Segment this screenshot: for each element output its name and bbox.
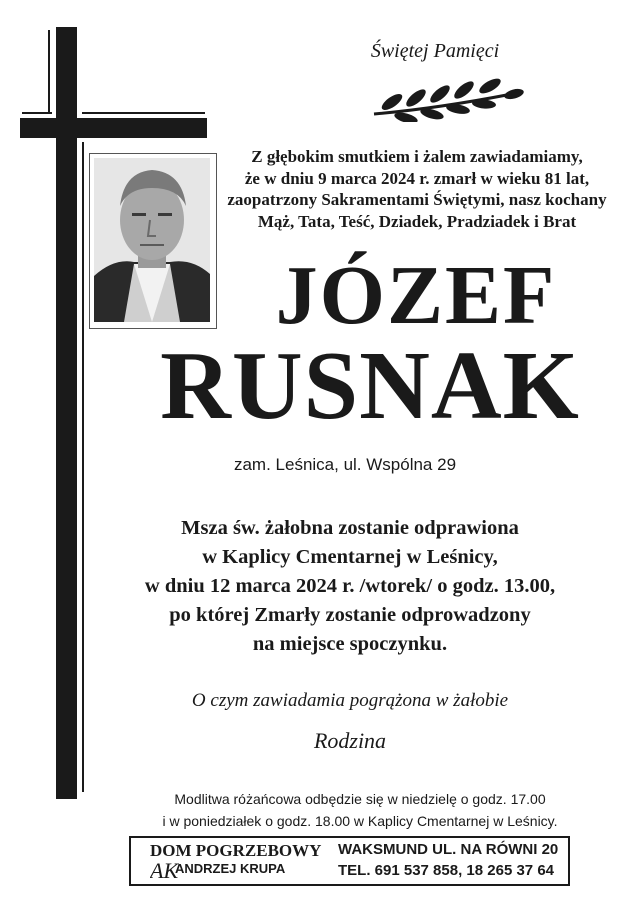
cross-horizontal-beam [20, 118, 207, 138]
olive-branch-icon [372, 78, 528, 122]
mass-line: na miejsce spoczynku. [252, 633, 448, 655]
funeral-home-name: DOM POGRZEBOWY [150, 841, 322, 860]
mass-line: w Kaplicy Cmentarnej w Leśnicy, [202, 546, 498, 568]
mourning-notice: O czym zawiadamia pogrążona w żałobie [191, 690, 509, 711]
funeral-home-phone: TEL. 691 537 858, 18 265 37 64 [338, 862, 554, 879]
deceased-address: zam. Leśnica, ul. Wspólna 29 [233, 455, 457, 474]
mass-line: w dniu 12 marca 2024 r. /wtorek/ o godz. 13.00, [144, 575, 556, 597]
intro-announcement [218, 146, 616, 232]
memory-header: Świętej Pamięci [370, 40, 500, 62]
cross-outline-top-right [82, 112, 205, 114]
cross-outline-top-left [22, 112, 52, 114]
funeral-home-owner: ANDRZEJ KRUPA [175, 861, 286, 876]
mass-announcement [90, 514, 610, 659]
rosary-prayer-info [100, 789, 620, 832]
intro-line: Z głębokim smutkiem i żalem zawiadamiamy, [251, 147, 583, 166]
cross-vertical-beam [56, 27, 77, 799]
rosary-line: i w poniedziałek o godz. 18.00 w Kaplicy Cmentarnej w Leśnicy. [162, 812, 558, 829]
deceased-last-name: RUSNAK [160, 332, 580, 440]
intro-line: zaopatrzony Sakramentami Świętymi, nasz kochany [227, 190, 607, 209]
intro-line: że w dniu 9 marca 2024 r. zmarł w wieku 81 lat, [244, 168, 590, 188]
funeral-home-address: WAKSMUND UL. NA RÓWNI 20 [338, 841, 559, 858]
portrait-photo [94, 158, 210, 322]
deceased-first-name: JÓZEF [275, 249, 557, 342]
intro-line: Mąż, Tata, Teść, Dziadek, Pradziadek i Brat [257, 211, 577, 231]
mass-line: po której Zmarły zostanie odprowadzony [169, 604, 531, 626]
family-signature: Rodzina [313, 728, 387, 753]
logo-letters: AK [150, 858, 179, 883]
rosary-line: Modlitwa różańcowa odbędzie się w niedzielę o godz. 17.00 [174, 791, 546, 807]
cross-outline-right [82, 142, 84, 792]
cross-outline-left [48, 30, 50, 114]
mass-line: Msza św. żałobna zostanie odprawiona [181, 517, 519, 539]
